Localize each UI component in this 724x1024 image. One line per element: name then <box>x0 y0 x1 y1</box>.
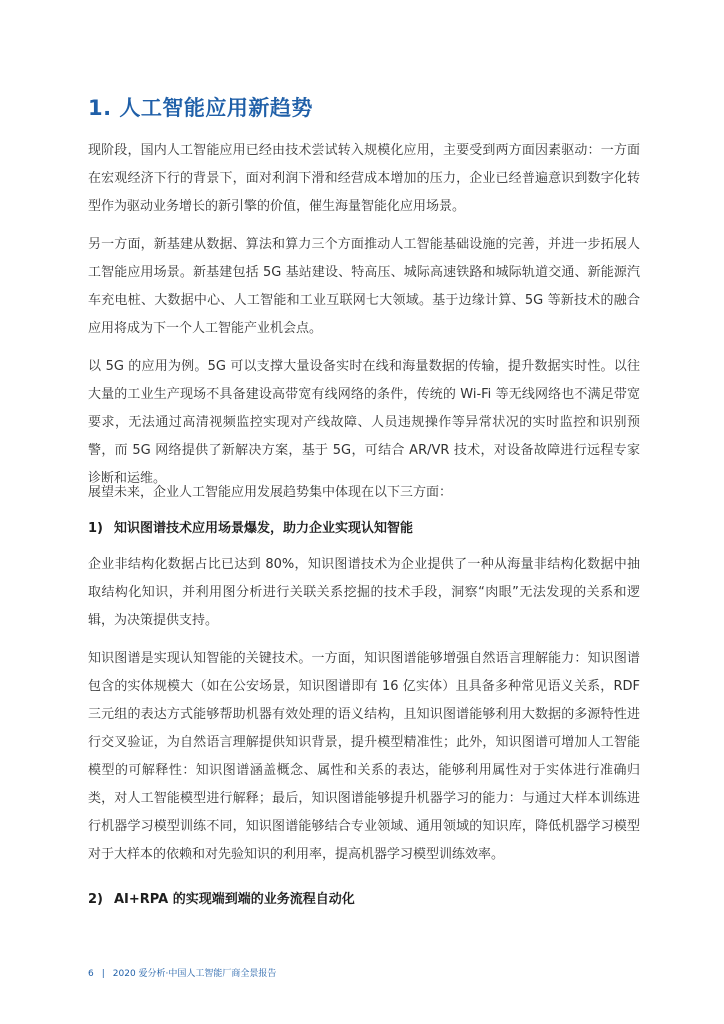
report-name: 2020 爱分析·中国人工智能厂商全景报告 <box>112 969 277 979</box>
paragraph-5g-example: 以 5G 的应用为例。5G 可以支撑大量设备实时在线和海量数据的传输，提升数据实时性。以往大量的工业生产现场不具备建设高带宽有线网络的条件，传统的 Wi-Fi 等无线网络也不满足带宽要求，无法通过高清视频监控实现对产线故障、人员违规操作等异常状况的实时监控和识别预警，而 5G 网络提供了新解决方案，基于 5G，可结合 AR/VR 技术，对设备故障进行远程专家诊断和运维。 <box>88 359 640 486</box>
subsection-number: 2) <box>88 892 103 907</box>
subsection-number: 1) <box>88 521 103 536</box>
paragraph-outlook: 展望未来，企业人工智能应用发展趋势集中体现在以下三方面： <box>88 485 453 500</box>
page-footer <box>88 966 276 979</box>
footer-separator: | <box>101 969 105 979</box>
page-number: 6 <box>88 969 94 979</box>
paragraph-unstructured-data: 企业非结构化数据占比已达到 80%，知识图谱技术为企业提供了一种从海量非结构化数据中抽取结构化知识，并利用图分析进行关联关系挖掘的技术手段，洞察“肉眼”无法发现的关系和逻辑，为决策提供支持。 <box>88 557 640 628</box>
paragraph-new-infrastructure: 另一方面，新基建从数据、算法和算力三个方面推动人工智能基础设施的完善，并进一步拓展人工智能应用场景。新基建包括 5G 基站建设、特高压、城际高速铁路和城际轨道交通、新能源汽车充电桩、大数据中心、人工智能和工业互联网七大领域。基于边缘计算、5G 等新技术的融合应用将成为下一个人工智能产业机会点。 <box>88 237 640 336</box>
paragraph-drivers: 现阶段，国内人工智能应用已经由技术尝试转入规模化应用，主要受到两方面因素驱动：一方面在宏观经济下行的背景下，面对利润下滑和经营成本增加的压力，企业已经普遍意识到数字化转型作为驱动业务增长的新引擎的价值，催生海量智能化应用场景。 <box>88 143 640 214</box>
subsection-title: 知识图谱技术应用场景爆发，助力企业实现认知智能 <box>114 521 414 536</box>
paragraph-knowledge-graph: 知识图谱是实现认知智能的关键技术。一方面，知识图谱能够增强自然语言理解能力：知识图谱包含的实体规模大（如在公安场景，知识图谱即有 16 亿实体）且具备多种常见语义关系，RDF 三元组的表达方式能够帮助机器有效处理的语义结构，且知识图谱能够利用大数据的多源特性进行交叉验证，为自然语言理解提供知识背景，提升模型精准性；此外，知识图谱可增加人工智能模型的可解释性：知识图谱涵盖概念、属性和关系的表达，能够利用属性对于实体进行准确归类，对人工智能模型进行解释；最后，知识图谱能够提升机器学习的能力：与通过大样本训练进行机器学习模型训练不同，知识图谱能够结合专业领域、通用领域的知识库，降低机器学习模型对于大样本的依赖和对先验知识的利用率，提高机器学习模型训练效率。 <box>88 651 640 862</box>
subsection-heading-2 <box>88 890 640 910</box>
subsection-title: AI+RPA 的实现端到端的业务流程自动化 <box>114 892 355 907</box>
subsection-heading-1 <box>88 519 640 539</box>
section-title: 1. 人工智能应用新趋势 <box>88 96 313 120</box>
